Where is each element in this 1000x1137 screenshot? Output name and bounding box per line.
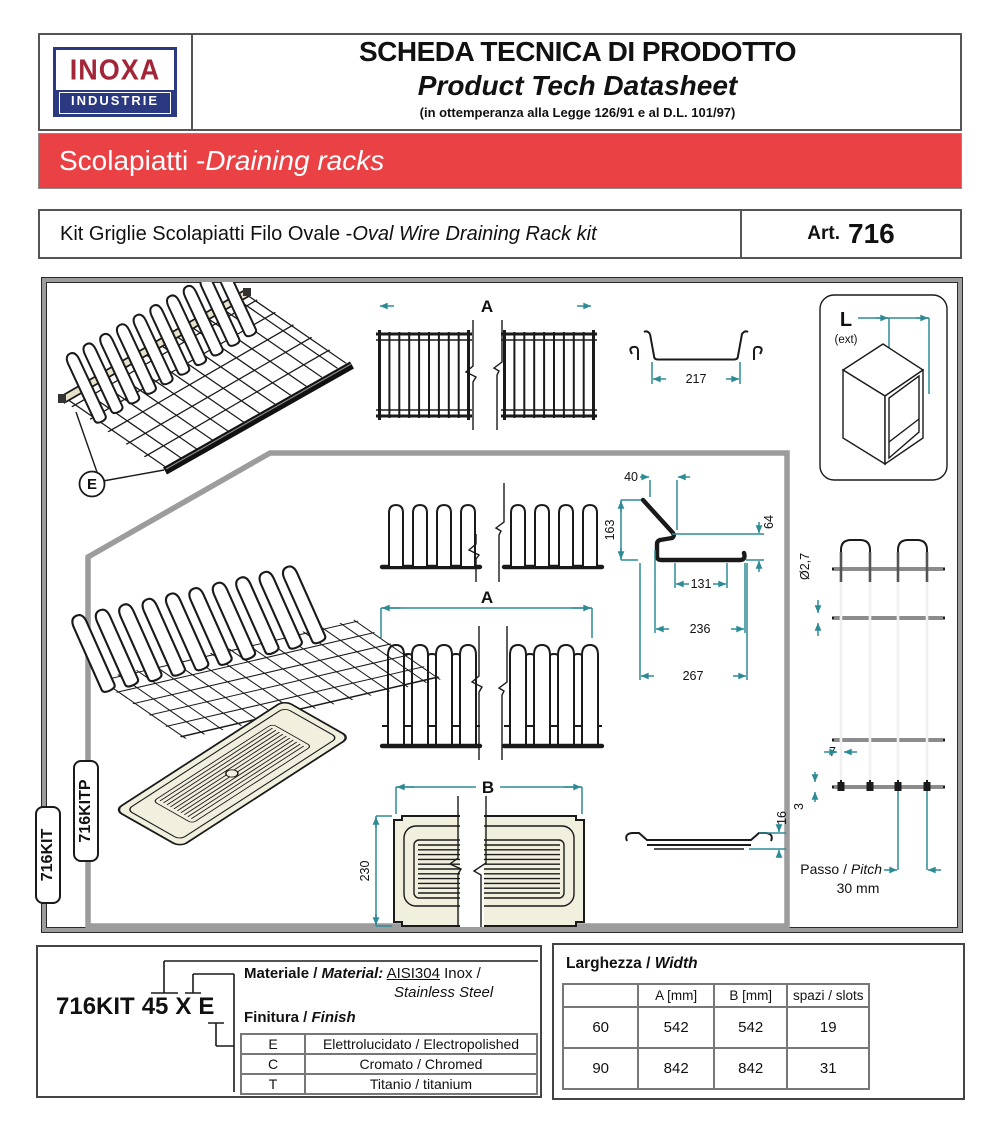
elevation-comb	[382, 483, 602, 582]
header-titles	[193, 36, 962, 131]
part-label-kit: 716KIT	[35, 806, 61, 904]
wire-pitch-detail	[792, 540, 945, 896]
finish-table	[240, 1033, 538, 1095]
dim-a-mid: A	[480, 588, 494, 607]
category-it: Scolapiatti -	[59, 145, 206, 176]
dim-b: B	[481, 778, 495, 797]
channel-section-217	[630, 331, 761, 386]
page-subtitle: (in ottemperanza alla Legge 126/91 e al D.L. 101/97)	[419, 105, 736, 120]
page-title-en: Product Tech Datasheet	[417, 70, 738, 101]
finish-row: C Cromato / Chromed	[241, 1054, 537, 1074]
dim-diameter: Ø2,7	[798, 552, 812, 580]
dim-64: 64	[762, 515, 776, 529]
top-view-grid	[376, 297, 597, 430]
page-title: SCHEDA TECNICA DI PRODOTTO	[358, 36, 797, 67]
dim-l: L	[839, 309, 853, 331]
table-row: 60 542 542 19	[563, 1007, 869, 1048]
article-cell	[740, 211, 960, 257]
iso-rack-assembled	[58, 282, 352, 471]
product-name-it: Kit Griglie Scolapiatti Filo Ovale -	[60, 222, 353, 245]
iso-drip-tray	[115, 700, 350, 847]
code-width: 45	[141, 993, 169, 1020]
width-table-header: A [mm] B [mm] spazi / slots	[563, 984, 869, 1007]
article-label: Art.	[807, 223, 840, 244]
category-banner	[38, 133, 962, 189]
width-table-title: Larghezza / Width	[566, 955, 698, 972]
e-marker-label: E	[86, 476, 98, 493]
finish-row: E Elettrolucidato / Electropolished	[241, 1034, 537, 1054]
product-name-en: Oval Wire Draining Rack kit	[352, 222, 597, 245]
dim-217: 217	[685, 372, 707, 386]
pitch-value: 30 mm	[836, 880, 880, 896]
material-line-en: Stainless Steel	[394, 984, 494, 1001]
dim-163: 163	[603, 519, 617, 541]
dim-l-ext: (ext)	[834, 334, 858, 346]
dim-40: 40	[624, 470, 638, 484]
tray-top-view	[358, 778, 584, 927]
category-en: Draining racks	[205, 145, 385, 176]
dim-a-top: A	[480, 297, 494, 316]
iso-rack-grid	[70, 564, 442, 739]
finish-line: Finitura / Finish	[244, 1009, 356, 1026]
dim-7: 7	[829, 745, 836, 759]
cabinet-width-box	[820, 295, 947, 480]
article-number: 716	[848, 218, 895, 249]
dim-230: 230	[358, 860, 372, 882]
code-finish: E	[198, 993, 215, 1020]
dim-131: 131	[690, 577, 712, 591]
technical-drawing-svg	[46, 282, 958, 928]
width-table-box	[552, 943, 965, 1100]
technical-drawing-area	[42, 278, 962, 932]
product-row	[38, 209, 962, 259]
logo	[38, 33, 193, 131]
logo-subtext: INDUSTRIE	[59, 92, 171, 114]
tray-side-section	[626, 811, 789, 858]
logo-frame	[53, 47, 177, 117]
width-table	[562, 983, 870, 1090]
material-grade: AISI304	[386, 965, 440, 982]
dim-16: 16	[775, 811, 789, 825]
order-code	[56, 993, 221, 1021]
finish-row: T Titanio / titanium	[241, 1074, 537, 1094]
material-line: Materiale / Material: AISI304 Inox /	[244, 965, 481, 982]
code-base: 716KIT	[56, 993, 135, 1020]
pitch-label: Passo / Pitch	[800, 861, 882, 877]
code-material: X	[175, 993, 192, 1020]
table-row: 90 842 842 31	[563, 1048, 869, 1089]
part-label-kitp: 716KITP	[73, 760, 99, 862]
dim-236: 236	[689, 622, 711, 636]
logo-text: INOXA	[69, 53, 161, 86]
dim-3: 3	[792, 803, 806, 810]
order-code-box	[36, 945, 542, 1098]
side-profile	[603, 470, 776, 683]
dim-267: 267	[682, 669, 704, 683]
